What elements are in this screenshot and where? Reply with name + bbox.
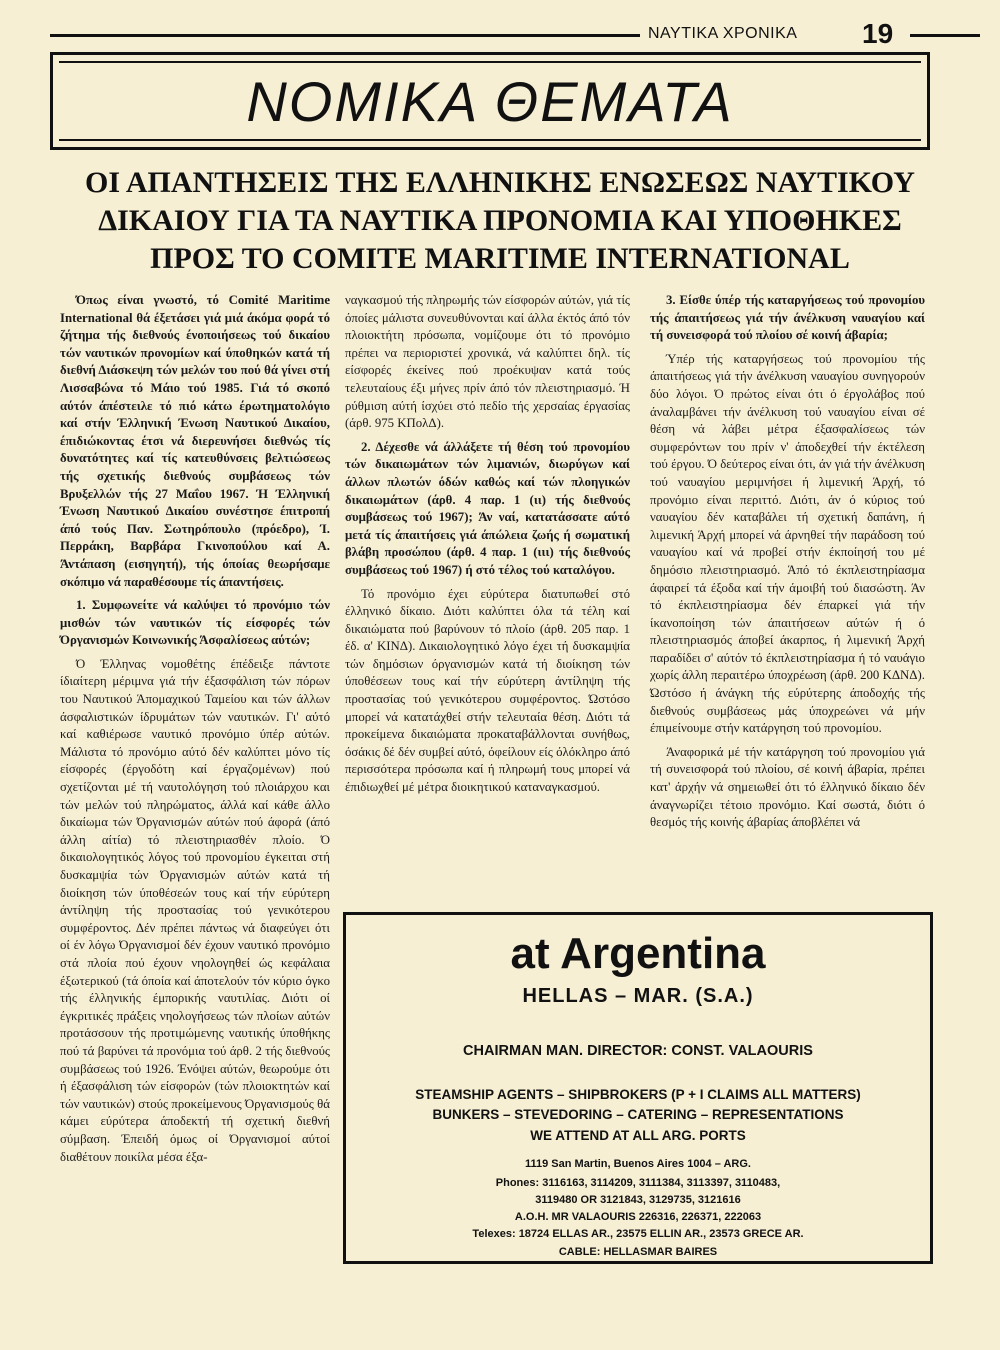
article-column-2 (345, 292, 630, 803)
ad-services-2: BUNKERS – STEVEDORING – CATERING – REPRESENTATIONS (432, 1107, 844, 1122)
header-rule-left (50, 34, 640, 37)
question-2: 2. Δέχεσθε νά άλλάξετε τή θέση τού προνομίου τών δικαιωμάτων τών λιμανιών, διωρύγων καί άλλων πλωτών όδών καθώς καί τών πλοηγικών δικαιωμάτων (άρθ. 4 παρ. 1 (ιι) τής διεθνούς συμβάσεως τού 1967); Άν ναί, κατατάσσατε αύτό μετά τίς άπαιτήσεις γιά άπώλεια ζωής ή σωματική βλάβη προσώπου (άρθ. 4 παρ. 1 (ιιι) τής διεθνούς συμβάσεως τού 1967) ή στό τέλος τού καταλόγου. (345, 439, 630, 577)
answer-3-part-2: Άναφορικά μέ τήν κατάργηση τού προνομίου γιά τή συνεισφορά τού πλοίου, σέ κοινή άβαρία, πρέπει κατ' άρχήν νά σημειωθεί ότι τό έλληνικό δίκαιο δέν άναγνωρίζει τέτοιο προνόμιο. Καί σωστά, διότι ό θεσμός τής κοινής άβαρίας άποβλέπει νά (650, 744, 925, 830)
article-column-3 (650, 292, 925, 838)
running-header (50, 18, 930, 50)
headline-line-3: ΠΡΟΣ ΤΟ COMITE MARITIME INTERNATIONAL (150, 242, 850, 275)
section-title: ΝΟΜΙΚΑ ΘΕΜΑΤΑ (246, 70, 734, 133)
header-rule-right (910, 34, 980, 37)
advertisement (343, 912, 933, 1264)
intro-paragraph: Όπως είναι γνωστό, τό Comité Maritime International θά έξετάσει γιά μιά άκόμα φορά τό ζήτημα τής διεθνούς ένοποιήσεως τού δικαίου τών ναυτικών προνομίων καί ύποθηκών κατά τή διεθνή Διάσκεψη τών μελών του πού θά γίνει στή Λισσαβώνα τό Μάιο τού 1985. Γιά τό σκοπό αύτόν άπέστειλε τό πιό κάτω έρωτηματολόγιο καί στήν Έλληνική Ένωση Ναυτικού Δικαίου, έπιδιώκοντας έτσι νά διερευνήσει διεθνώς τίς δυνατότητες καί τίς κατευθύνσεις βελτιώσεως τής σχετικής διεθνούς συμβάσεως τών Βρυξελλών τής 27 Μαΐου 1967. Ή Έλληνική Ένωση Ναυτικού Δικαίου συνέστησε έπιτροπή άπό τούς Παν. Σωτηρόπουλο (πρόεδρο), Ί. Περράκη, Βαρβάρα Γκινοπούλου καί Α. Άντάπαση (εισηγητή), τής όποίας θεωρήσαμε σκόπιμο νά παραθέσουμε τίς άπαντήσεις. (60, 293, 330, 589)
answer-1: Ό Έλληνας νομοθέτης έπέδειξε πάντοτε ίδιαίτερη μέριμνα γιά τήν έξασφάλιση τών πόρων του Ναυτικού Άπομαχικού Ταμείου και τών άλλων άσφαλιστικών ίδρυμάτων τών ναυτικών. Γι' αύτό καί καθιέρωσε ναυτικό προνόμιο ύπέρ αύτών. Μάλιστα τό προνόμιο αύτό δέν καλύπτει μόνο τίς είσφορές (έργοδότη καί έργαζομένων) πού σχετίζονται μέ τή ναυτολόγηση τού πλοιάρχου και τών μελών τού πληρώματος, άλλά καί κάθε άλλο δικαίωμα τών Όργανισμών αύτών πού άφορά (άπό άλλη αίτία) τό πλειστηριασθέν πλοίο. Ό δικαιολογητικός λόγος τού προνομίου έγκειται στή δυσκαμψία τών Όργανισμών αύτών κατά τή διοίκηση τών ύποθέσεών τους καί τήν εύρύτερη άντίληψη τής προστασίας τού γενικότερου συμφέροντος. Δέν πρέπει πάντως νά διαφεύγει ότι οί έν λόγω Όργανισμοί δέν έχουν ναυτικό προνόμιο στά πλοία πού έχουν νηολογηθεί ώς κεφάλαια έξωτερικού (τά όποία καί άποτελούν τόν κύριο όγκο τής έλληνικής έμπορικής ναυτιλίας. Διότι οί έγκριτικές πράξεις νηολογήσεως τών πλοίων αύτών προτάσσουν τής προτιμώμενης ναυτικής ύποθήκης πού τά βαρύνει τά προνόμια τού άρθ. 2 τής διεθνούς συμβάσεως τού 1926. Ένόψει αύτών, θεωρούμε ότι ή έξασφάλιση τών είσφορών (τών πλοιοκτητών καί τών ναυτικών) στούς προκείμενους Όργανισμούς θά κάμει εύρύτερα άποδεκτή τή σχετική διεθνή σύμβαση. Έπειδή όμως οί Όργανισμοί αύτοί διαθέτουν ποικίλα μέσα έξα- (60, 656, 330, 1164)
section-banner (50, 52, 930, 150)
ad-phones-1: Phones: 3116163, 3114209, 3111384, 3113397, 3110483, (495, 1177, 781, 1189)
answer-3-part-1: Ύπέρ τής καταργήσεως τού προνομίου τής άπαιτήσεως γιά τήν άνέλκυση ναυαγίου συνηγορούν δύο λόγοι. Ό πρώτος είναι ότι ό έργολάβος πού άναλαμβάνει τήν άνέλκυση τού ναυαγίου είναι σέ θέση νά λάβει μέτρα έξασφαλίσεως τών συμφερόντων του πρίν ν' άποδεχθεί τήν έκτέλεση τού έργου. Ό δεύτερος είναι ότι, άν γιά τήν άνέλκυση τού ναυαγίου μεριμνήσει ή λιμενική Άρχή, τό προνόμιο είναι περιττό. Διότι, άν ό κύριος τού ναυαγίου δέν καταβάλει τή σχετική δαπάνη, ή λιμενική Άρχή μπορεί νά άρνηθεί τήν παράδοση τού ναυαγίου καί νά προβεί στήν έκποίησή του μέ δημόσιο πλειστηριασμό. Άπό τό έκπλειστηρίασμα άφαιρεί τά έξοδα καί τήν άμοιβή τού διασώστη. Άν τό έκπλειστηρίασμα δέν έπαρκεί γιά τήν ίκανοποίηση τών άπαιτήσεων αύτών ή ό πλειστηριασμός άποβεί άκαρπος, ή λιμενική Άρχή παραδίδει σ' αύτόν τό έκπλειστηρίασμα ή τό ναυάγιο χωρίς άλλη περαιτέρω ύποχρέωση (άρθ. 200 ΚΔΝΔ). Ώστόσο ή άνάγκη τής εύρύτερης άποδοχής τής διεθνούς συμβάσεως μάς ύποχρεώνει νά μήν έπιμείνουμε στήν κατάργηση τού προνομίου. (650, 351, 925, 736)
ad-company-legal: HELLAS – MAR. (S.A.) (522, 985, 754, 1007)
headline-line-2: ΔΙΚΑΙΟΥ ΓΙΑ ΤΑ ΝΑΥΤΙΚΑ ΠΡΟΝΟΜΙΑ ΚΑΙ ΥΠΟΘΗΚΕΣ (98, 204, 902, 237)
answer-1-continued: ναγκασμού τής πληρωμής τών είσφορών αύτών, γιά τίς όποίες μάλιστα συνευθύνονται καί άλλα έκτός άπό τόν πλοιοκτήτη πρόσωπα, νομίζουμε ότι τό προνόμιο πρέπει να περιοριστεί χρονικά, νά καλύπτει δηλ. τίς είσφορές έκείνες πού προέκυψαν κατά τούς τελευταίους έξι μήνες πρίν άπό τόν πλειστηριασμό. Ή ρύθμιση αύτή ίσχύει στό πεδίο τής χερσαίας έργασίας (άρθ. 975 ΚΠολΔ). (345, 293, 630, 431)
answer-2: Τό προνόμιο έχει εύρύτερα διατυπωθεί στό έλληνικό δίκαιο. Διότι καλύπτει όλα τά τέλη καί δικαιώματα πού βαρύνουν τό πλοίο (άρθ. 205 παρ. 1 έδ. α' ΚΙΝΔ). Δικαιολογητικό λόγο έχει τή δυσκαμψία τών δημόσιων όργανισμών κατά τή διοίκηση τών ύποθέσεων τους καί τήν εύρύτερη άντίληψη τής προστασίας τού γενικότερου συμφέροντος. Ώστόσο μπορεί νά κατατάχθεί στήν τελευταία θέση. Διότι τά προκείμενα δικαιώματα προκαταβάλλονται συνήθως, όσάκις δέ δέν συμβεί αύτό, όφείλουν είς όλόκληρο άπό περισσότερα πρόσωπα καί ή πληρωμή τους μπορεί νά έπιδιωχθεί μέ μέτρα διοικητικού καταναγκασμού. (345, 586, 630, 795)
page-number: 19 (862, 18, 894, 49)
ad-services-3: WE ATTEND AT ALL ARG. PORTS (530, 1128, 746, 1143)
article-column-1 (60, 292, 330, 1172)
ad-address: 1119 San Martin, Buenos Aires 1004 – ARG. (524, 1158, 751, 1170)
article-headline (60, 164, 940, 278)
ad-phones-2: 3119480 OR 3121843, 3129735, 3121616 (535, 1194, 741, 1206)
magazine-name: ΝΑΥΤΙΚΑ ΧΡΟΝΙΚΑ (648, 25, 798, 42)
ad-cable: CABLE: HELLASMAR BAIRES (558, 1246, 718, 1258)
ad-chairman: CHAIRMAN MAN. DIRECTOR: CONST. VALAOURIS (463, 1043, 813, 1059)
question-1: 1. Συμφωνείτε νά καλύψει τό προνόμιο τών μισθών τών ναυτικών τίς είσφορές τών Όργανισμών Κοινωνικής Άσφαλίσεως αύτών; (60, 598, 330, 648)
headline-line-1: ΟΙ ΑΠΑΝΤΗΣΕΙΣ ΤΗΣ ΕΛΛΗΝΙΚΗΣ ΕΝΩΣΕΩΣ ΝΑΥΤΙΚΟΥ (85, 166, 915, 199)
ad-aoh: A.O.H. MR VALAOURIS 226316, 226371, 222063 (514, 1211, 762, 1223)
ad-telexes: Telexes: 18724 ELLAS AR., 23575 ELLIN AR., 23573 GRECE AR. (472, 1228, 804, 1240)
ad-services-1: STEAMSHIP AGENTS – SHIPBROKERS (P + I CLAIMS ALL MATTERS) (415, 1087, 861, 1102)
ad-company-name: at Argentina (510, 929, 766, 978)
question-3: 3. Είσθε ύπέρ τής καταργήσεως τού προνομίου τής άπαιτήσεως γιά τήν άνέλκυση ναυαγίου καί τή συνεισφορά τού πλοίου σέ κοινή άβαρία; (650, 293, 925, 343)
